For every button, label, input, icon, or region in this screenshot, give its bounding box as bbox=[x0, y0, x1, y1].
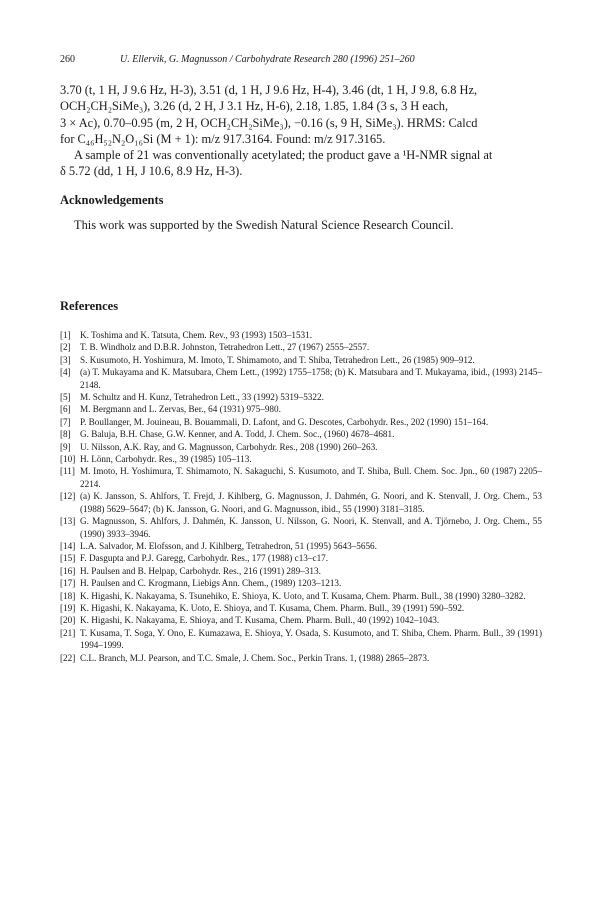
reference-item bbox=[60, 366, 542, 391]
reference-text: C.L. Branch, M.J. Pearson, and T.C. Smale, J. Chem. Soc., Perkin Trans. 1, (1988) 2865–2873. bbox=[80, 652, 430, 663]
running-title: U. Ellervik, G. Magnusson / Carbohydrate Research 280 (1996) 251–260 bbox=[120, 54, 415, 65]
reference-number: [5] bbox=[60, 392, 71, 403]
reference-number: [8] bbox=[60, 429, 71, 440]
reference-number: [4] bbox=[60, 367, 71, 378]
reference-text: K. Higashi, K. Nakayama, K. Uoto, E. Shioya, and T. Kusama, Chem. Pharm. Bull., 39 (1991) 590–592. bbox=[80, 602, 465, 613]
reference-number: [13] bbox=[60, 516, 76, 527]
reference-text: K. Toshima and K. Tatsuta, Chem. Rev., 93 (1993) 1503–1531. bbox=[80, 330, 313, 340]
reference-item bbox=[60, 627, 542, 652]
reference-number: [12] bbox=[60, 491, 76, 502]
reference-text: H. Lönn, Carbohydr. Res., 39 (1985) 105–113. bbox=[80, 454, 252, 465]
experimental-text bbox=[60, 82, 540, 180]
reference-item bbox=[60, 453, 542, 465]
body-line-2: OCH₂CH₂SiMe₃), 3.26 (d, 2 H, J 3.1 Hz, H-6), 2.18, 1.85, 1.84 (3 s, 3 H each, bbox=[60, 99, 449, 114]
reference-item bbox=[60, 540, 542, 552]
reference-item bbox=[60, 515, 542, 540]
reference-text: H. Paulsen and C. Krogmann, Liebigs Ann. Chem., (1989) 1203–1213. bbox=[80, 578, 342, 589]
reference-item bbox=[60, 565, 542, 577]
acknowledgements-heading: Acknowledgements bbox=[60, 193, 164, 207]
reference-text: G. Baluja, B.H. Chase, G.W. Kenner, and A. Todd, J. Chem. Soc., (1960) 4678–4681. bbox=[80, 429, 395, 440]
body-line-5: A sample of 21 was conventionally acetylated; the product gave a ¹H-NMR signal at bbox=[74, 148, 493, 163]
reference-item bbox=[60, 490, 542, 515]
reference-text: S. Kusumoto, H. Yoshimura, M. Imoto, T. Shimamoto, and T. Shiba, Tetrahedron Lett., 26 (1985) 909–912. bbox=[80, 354, 475, 365]
reference-item bbox=[60, 465, 542, 490]
body-line-1: 3.70 (t, 1 H, J 9.6 Hz, H-3), 3.51 (d, 1 H, J 9.6 Hz, H-4), 3.46 (dt, 1 H, J 9.8, 6.8 Hz, bbox=[60, 83, 478, 97]
reference-number: [15] bbox=[60, 553, 76, 564]
reference-item bbox=[60, 416, 542, 428]
reference-number: [2] bbox=[60, 342, 71, 353]
reference-number: [22] bbox=[60, 652, 76, 663]
reference-item bbox=[60, 329, 542, 341]
reference-text: K. Higashi, K. Nakayama, E. Shioya, and T. Kusama, Chem. Pharm. Bull., 40 (1992) 1042–1043. bbox=[80, 615, 440, 626]
reference-item bbox=[60, 577, 542, 589]
reference-item bbox=[60, 428, 542, 440]
reference-item bbox=[60, 590, 542, 602]
reference-number: [20] bbox=[60, 615, 76, 626]
reference-item bbox=[60, 652, 542, 664]
reference-text: (a) K. Jansson, S. Ahlfors, T. Frejd, J. Kihlberg, G. Magnusson, J. Dahmén, G. Noori, and K. Stenvall, J. Org. Chem., 53 (1988) 5629–5647; (b) K. Jansson, G. Noori, and G. Magnusson, ibid., 55 (1990) 3181–3185. bbox=[80, 491, 542, 514]
reference-number: [6] bbox=[60, 404, 71, 415]
reference-text: K. Higashi, K. Nakayama, S. Tsunehiko, E. Shioya, K. Uoto, and T. Kusama, Chem. Pharm. Bull., 38 (1990) 3280–3282. bbox=[80, 590, 526, 601]
reference-text: T. B. Windholz and D.B.R. Johnston, Tetrahedron Lett., 27 (1967) 2555–2557. bbox=[80, 342, 370, 353]
body-line-4: for C₄₆H₅₂N₂O₁₆Si (M + 1): m/z 917.3164. Found: m/z 917.3165. bbox=[60, 131, 386, 146]
reference-item bbox=[60, 341, 542, 353]
references-heading: References bbox=[60, 299, 119, 313]
reference-item bbox=[60, 614, 542, 626]
reference-text: M. Schultz and H. Kunz, Tetrahedron Lett., 33 (1992) 5319–5322. bbox=[80, 392, 324, 403]
reference-number: [1] bbox=[60, 330, 71, 340]
reference-text: M. Imoto, H. Yoshimura, T. Shimamoto, N. Sakaguchi, S. Kusumoto, and T. Shiba, Bull. Chem. Soc. Jpn., 60 (1987) 2205–2214. bbox=[80, 466, 542, 489]
body-line-3: 3 × Ac), 0.70–0.95 (m, 2 H, OCH₂CH₂SiMe₃), −0.16 (s, 9 H, SiMe₃). HRMS: Calcd bbox=[60, 115, 478, 130]
reference-text: (a) T. Mukayama and K. Matsubara, Chem Lett., (1992) 1755–1758; (b) K. Matsubara and T. Mukayama, ibid., (1993) 2145–2148. bbox=[80, 367, 542, 390]
reference-number: [11] bbox=[60, 466, 75, 477]
page-number: 260 bbox=[60, 54, 75, 65]
reference-item bbox=[60, 403, 542, 415]
reference-item bbox=[60, 441, 542, 453]
reference-number: [17] bbox=[60, 578, 76, 589]
reference-number: [10] bbox=[60, 454, 76, 465]
body-line-6: δ 5.72 (dd, 1 H, J 10.6, 8.9 Hz, H-3). bbox=[60, 164, 243, 179]
reference-item bbox=[60, 552, 542, 564]
reference-number: [9] bbox=[60, 441, 71, 452]
reference-item bbox=[60, 602, 542, 614]
reference-number: [18] bbox=[60, 590, 76, 601]
reference-text: G. Magnusson, S. Ahlfors, J. Dahmén, K. Jansson, U. Nilsson, G. Noori, K. Stenvall, and A. Tjörnebo, J. Org. Chem., 55 (1990) 3933–3946. bbox=[80, 516, 542, 539]
reference-text: F. Dasgupta and P.J. Garegg, Carbohydr. Res., 177 (1988) c13–c17. bbox=[80, 553, 329, 564]
reference-text: U. Nilsson, A.K. Ray, and G. Magnusson, Carbohydr. Res., 208 (1990) 260–263. bbox=[80, 441, 378, 452]
reference-number: [16] bbox=[60, 565, 76, 576]
acknowledgements-text: This work was supported by the Swedish Natural Science Research Council. bbox=[74, 218, 454, 232]
reference-text: T. Kusama, T. Soga, Y. Ono, E. Kumazawa, E. Shioya, Y. Osada, S. Kusumoto, and T. Shiba, Chem. Pharm. Bull., 39 (1991) 1994–1999. bbox=[80, 627, 542, 651]
reference-item bbox=[60, 354, 542, 366]
reference-number: [19] bbox=[60, 602, 76, 613]
reference-item bbox=[60, 391, 542, 403]
reference-text: L.A. Salvador, M. Elofsson, and J. Kihlberg, Tetrahedron, 51 (1995) 5643–5656. bbox=[80, 540, 377, 551]
reference-text: M. Bergmann and L. Zervas, Ber., 64 (1931) 975–980. bbox=[80, 404, 281, 415]
reference-number: [14] bbox=[60, 540, 76, 551]
reference-number: [21] bbox=[60, 627, 76, 638]
reference-text: H. Paulsen and B. Helpap, Carbohydr. Res., 216 (1991) 289–313. bbox=[80, 565, 321, 576]
reference-number: [3] bbox=[60, 354, 71, 365]
reference-list bbox=[60, 329, 542, 664]
reference-text: P. Boullanger, M. Jouineau, B. Bouammali, D. Lafont, and G. Descotes, Carbohydr. Res., 202 (1990) 151–164. bbox=[80, 416, 489, 427]
reference-number: [7] bbox=[60, 416, 71, 427]
